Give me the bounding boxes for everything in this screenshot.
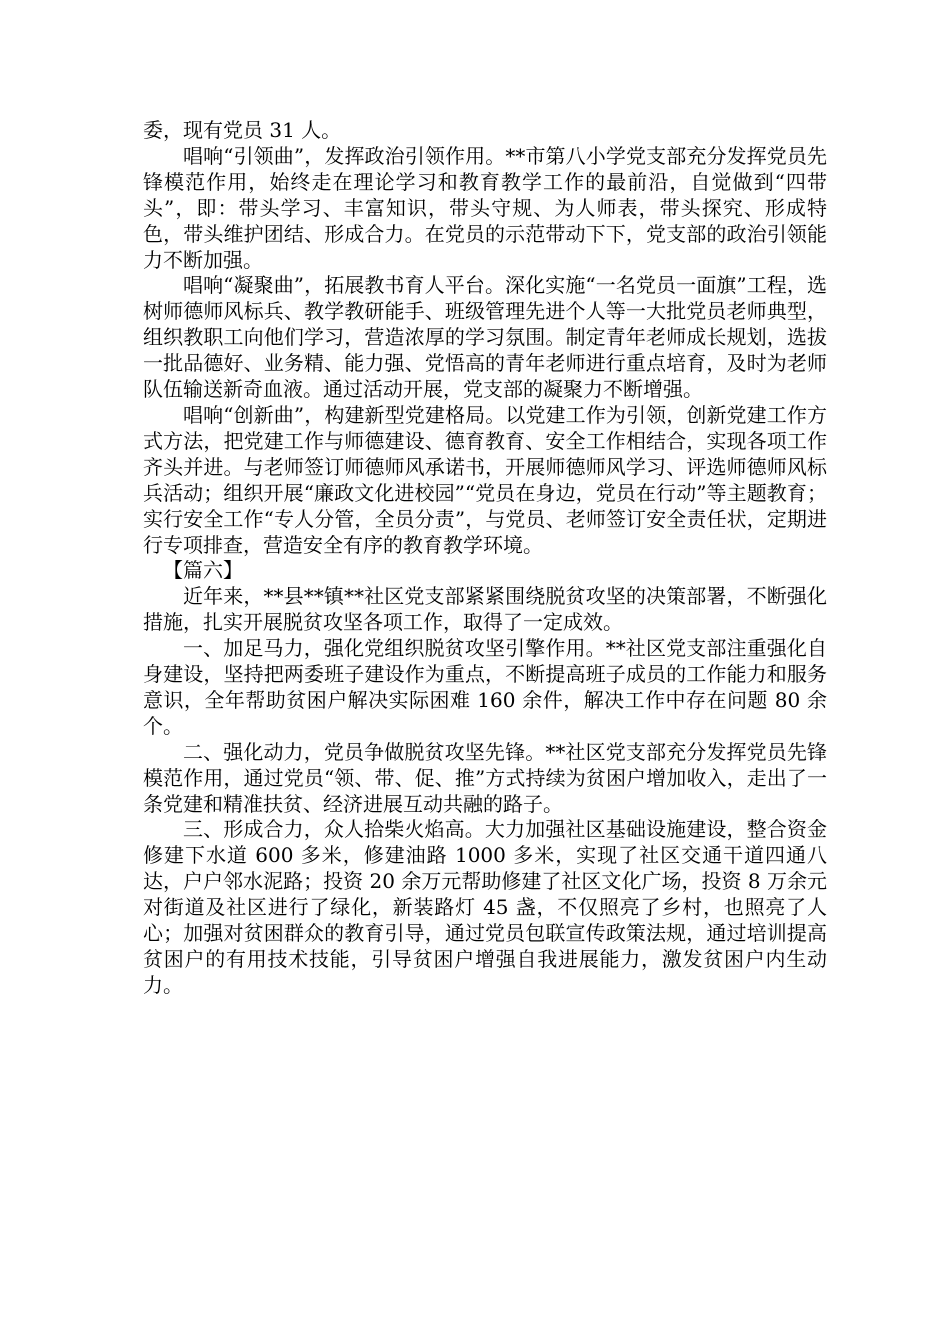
paragraph-ningju: 唱响“凝聚曲”，拓展教书育人平台。深化实施“一名党员一面旗”工程，选树师德师风标兵、教学教研能手、班级管理先进个人等一大批党员老师典型，组织教职工向他们学习，营造浓厚的学习氛围。制定青年老师成长规划，选拔一批品德好、业务精、能力强、党悟高的青年老师进行重点培育，及时为老师队伍输送新奇血液。通过活动开展，党支部的凝聚力不断增强。 bbox=[143, 273, 827, 402]
paragraph-point-two: 二、强化动力，党员争做脱贫攻坚先锋。**社区党支部充分发挥党员先锋模范作用，通过党员“领、带、促、推”方式持续为贫困户增加收入，走出了一条党建和精准扶贫、经济进展互动共融的路子。 bbox=[143, 739, 827, 816]
paragraph-point-three: 三、形成合力，众人拾柴火焰高。大力加强社区基础设施建设，整合资金修建下水道 600 多米，修建油路 1000 多米，实现了社区交通干道四通八达，户户邻水泥路；投资 20 余万元帮助修建了社区文化广场，投资 8 万余元对街道及社区进行了绿化，新装路灯 45 盏，不仅照亮了乡村，也照亮了人心；加强对贫困群众的教育引导，通过党员包联宣传政策法规，通过培训提高贫困户的有用技术技能，引导贫困户增强自我进展能力，激发贫困户内生动力。 bbox=[143, 817, 827, 997]
paragraph-chuangxin: 唱响“创新曲”，构建新型党建格局。以党建工作为引领，创新党建工作方式方法，把党建工作与师德建设、德育教育、安全工作相结合，实现各项工作齐头并进。与老师签订师德师风承诺书，开展师德师风学习、评选师德师风标兵活动；组织开展“廉政文化进校园”“党员在身边，党员在行动”等主题教育；实行安全工作“专人分管，全员分责”，与党员、老师签订安全责任状，定期进行专项排查，营造安全有序的教育教学环境。 bbox=[143, 402, 827, 557]
paragraph-point-one: 一、加足马力，强化党组织脱贫攻坚引擎作用。**社区党支部注重强化自身建设，坚持把两委班子建设作为重点，不断提高班子成员的工作能力和服务意识，全年帮助贫困户解决实际困难 160 余件，解决工作中存在问题 80 余个。 bbox=[143, 636, 827, 738]
document-body bbox=[143, 118, 827, 999]
paragraph-continuation: 委，现有党员 31 人。 bbox=[143, 118, 342, 142]
paragraph-yinling: 唱响“引领曲”，发挥政治引领作用。**市第八小学党支部充分发挥党员先锋模范作用，始终走在理论学习和教育教学工作的最前沿，自觉做到“四带头”，即：带头学习、丰富知识，带头守规、为人师表，带头探究、形成特色，带头维护团结、形成合力。在党员的示范带动下下，党支部的政治引领能力不断加强。 bbox=[143, 143, 827, 272]
paragraph-intro: 近年来，**县**镇**社区党支部紧紧围绕脱贫攻坚的决策部署，不断强化措施，扎实开展脱贫攻坚各项工作，取得了一定成效。 bbox=[143, 584, 827, 635]
section-heading-pian-liu: 【篇六】 bbox=[163, 558, 243, 583]
